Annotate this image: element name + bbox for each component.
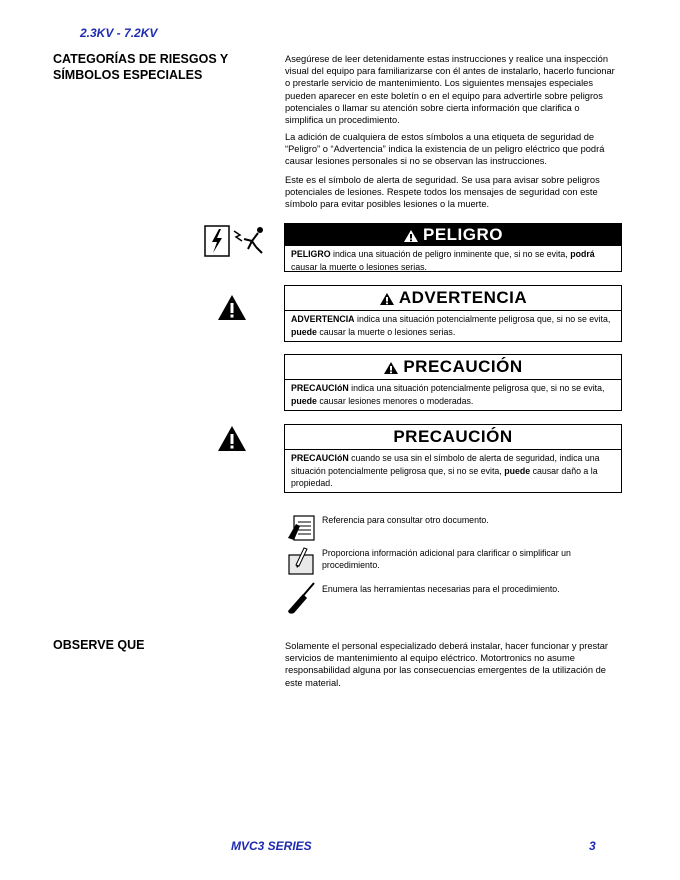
electric-symbol-paragraph: La adición de cualquiera de estos símbolos a una etiqueta de seguridad de “Peligro” o “Advertencia” indica la existencia de un peligro eléctrico que podrá causar lesiones personales si no se observan las instrucciones.: [285, 132, 605, 167]
alert-triangle-icon: [403, 229, 419, 243]
section-title-line2: SÍMBOLOS ESPECIALES: [53, 68, 203, 82]
property-caution-box: [284, 424, 622, 493]
property-caution-title: PRECAUCIÓN: [393, 427, 513, 446]
warning-header: [285, 286, 621, 311]
ref-row-document: [286, 512, 612, 542]
alert-symbol-paragraph: Este es el símbolo de alerta de seguridad. Se usa para avisar sobre peligros potenciales de lesiones. Respete todos los mensajes de seguridad con este símbolo para evitar posibles lesiones o la muerte.: [285, 175, 600, 210]
property-caution-text: PRECAUCIóN cuando se usa sin el símbolo de alerta de seguridad, indica una situación potencialmente peligrosa que, si no se evita, puede causar daño a la propiedad.: [291, 453, 600, 488]
section-title-hazards: [53, 51, 228, 83]
ref-text-document: Referencia para consultar otro documento.: [322, 515, 489, 525]
danger-header: [285, 224, 621, 246]
property-caution-header: [285, 425, 621, 450]
ref-row-tools: [286, 581, 612, 615]
footer-page-number: 3: [589, 839, 596, 853]
caution-title: PRECAUCIÓN: [403, 357, 523, 376]
warning-title: ADVERTENCIA: [398, 288, 528, 307]
notice-paragraph: Solamente el personal especializado deberá instalar, hacer funcionar y prestar servicios de mantenimiento al equipo eléctrico. Motortronics no asume responsabilidad alguna por las consecuencias emergentes de la utilización de este material.: [285, 641, 608, 688]
section-title-line1: CATEGORÍAS DE RIESGOS Y: [53, 52, 229, 66]
ref-row-note: [286, 545, 612, 575]
danger-text: PELIGRO indica una situación de peligro inminente que, si no se evita, podrá causar la muerte o lesiones serias.: [291, 249, 595, 272]
alert-triangle-icon: [379, 292, 395, 306]
caution-text: PRECAUCIóN indica una situación potencialmente peligrosa que, si no se evita, puede causar lesiones menores o moderadas.: [291, 383, 605, 406]
warning-triangle-icon: [217, 425, 247, 452]
intro-paragraph: Asegúrese de leer detenidamente estas instrucciones y realice una inspección visual del equipo para familiarizarse con él antes de instalarlo, hacerlo funcionar o prestarle servicio de mantenimiento. Los siguientes mensajes especiales pueden aparecer en este boletín o en el equipo para advertirle sobre peligros potenciales o llamar su atención sobre cierta información que clarifica o simplifica un procedimiento.: [285, 54, 615, 126]
warning-triangle-icon: [217, 294, 247, 321]
screwdriver-icon: [286, 581, 316, 615]
warning-box: [284, 285, 622, 342]
ref-text-note: Proporciona información adicional para clarificar o simplificar un procedimiento.: [322, 548, 571, 570]
electric-hazard-icon: [204, 225, 268, 257]
footer-series: MVC3 SERIES: [231, 839, 312, 853]
header-voltage-range: 2.3KV - 7.2KV: [80, 26, 158, 40]
danger-title: PELIGRO: [422, 225, 503, 244]
note-pen-icon: [286, 545, 316, 575]
caution-box: [284, 354, 622, 411]
warning-text: ADVERTENCIA indica una situación potencialmente peligrosa que, si no se evita, puede causar la muerte o lesiones serias.: [291, 314, 611, 337]
section-title-notice: OBSERVE QUE: [53, 638, 145, 652]
caution-header: [285, 355, 621, 380]
document-reference-icon: [286, 512, 316, 542]
ref-text-tools: Enumera las herramientas necesarias para el procedimiento.: [322, 584, 560, 594]
alert-triangle-icon: [383, 361, 399, 375]
danger-box: [284, 223, 622, 272]
